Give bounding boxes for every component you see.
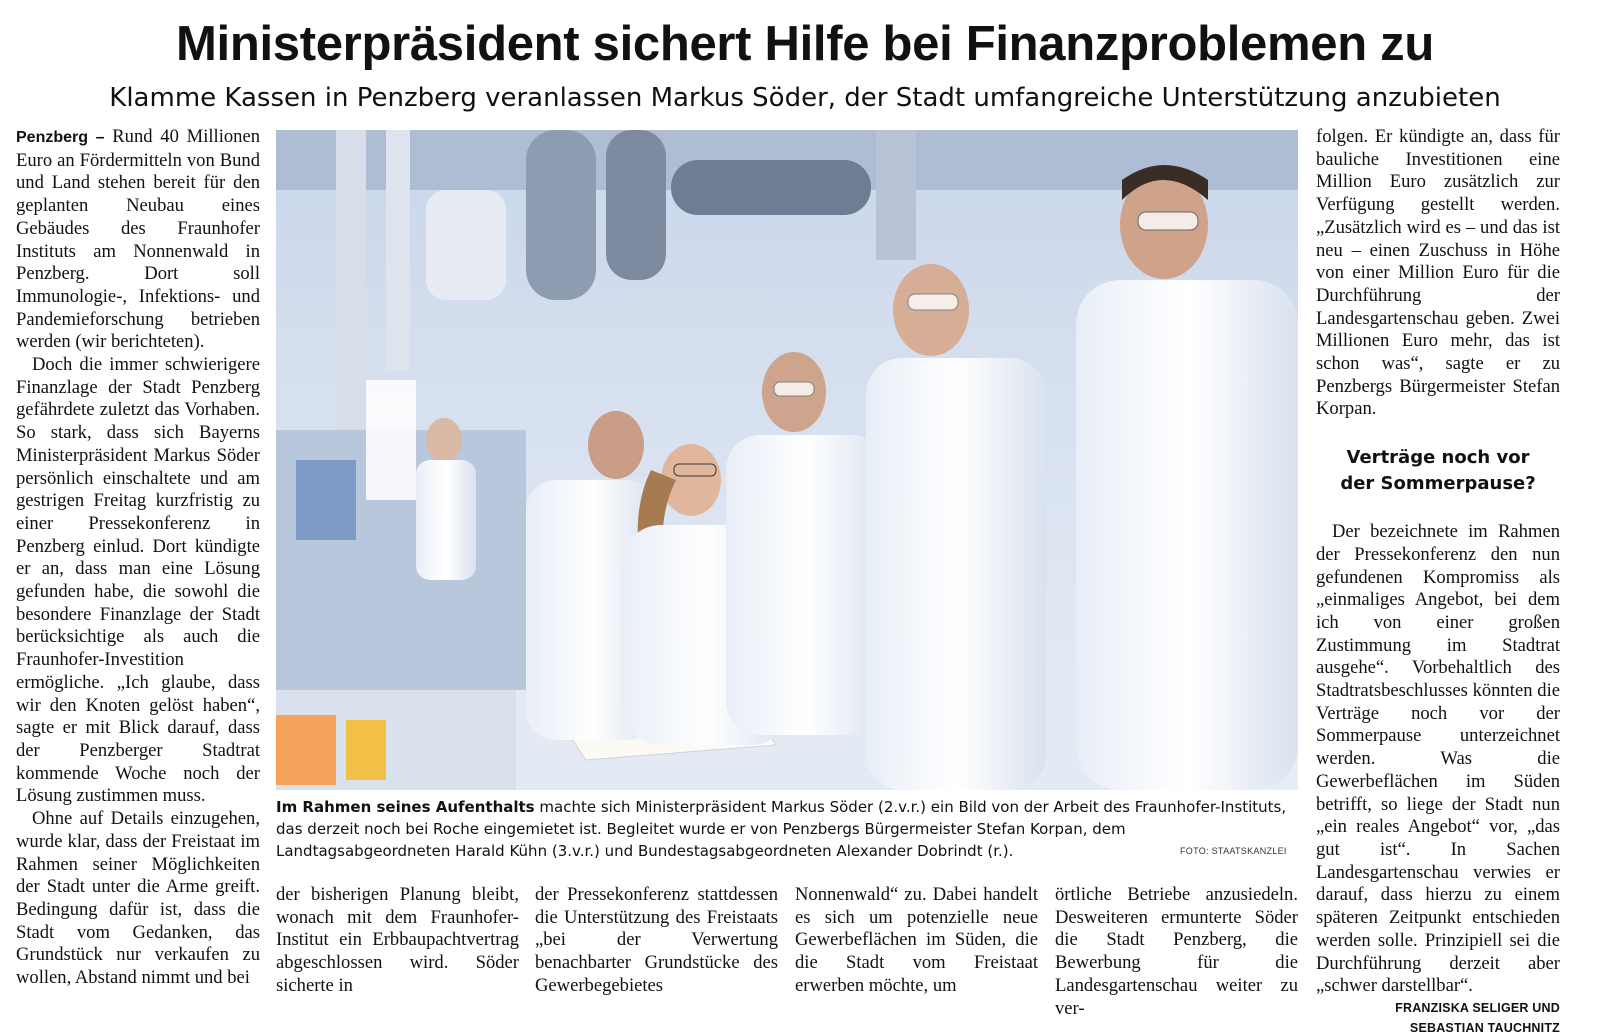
intertitle-line-1: Verträge noch vor	[1346, 447, 1530, 469]
paragraph-3: Ohne auf Details einzugehen, wurde klar, dass der Freistaat im Rahmen seiner Möglichkeiten der Stadt unter die Arme greift. Bedingung dafür ist, dass die Stadt vom Gedanken, das Grundstück nur verkaufen zu wollen, Abstand nimmt und bei	[16, 808, 260, 989]
intertitle-line-2: der Sommerpause?	[1340, 473, 1536, 495]
paragraph-1	[16, 126, 260, 354]
column-1	[16, 126, 260, 1032]
dateline: Penzberg –	[16, 129, 105, 146]
column-3-text: der Pressekonferenz stattdessen die Unterstützung des Freistaats „bei der Verwertung benachbarter Grundstücke des Gewerbegebietes	[535, 884, 778, 996]
column-4	[795, 884, 1038, 1030]
column-5-text: örtliche Betriebe anzusiedeln. Desweiteren ermunterte Söder die Stadt Penzberg, die Bewerbung für die Landesgartenschau weiter zu ver-	[1055, 884, 1298, 1019]
column-6-paragraph-2: Der bezeichnete im Rahmen der Pressekonferenz den nun gefundenen Kompromiss als „einmaliges Angebot, bei dem ich von einer großen Zustimmung im Stadtrat ausgehe“. Vorbehaltlich des Stadtratsbeschlusses könnten die Verträge noch vor der Sommerpause unterzeichnet werden. Was die Gewerbeflächen im Süden betrifft, so liege der Stadt nun „ein reales Angebot“ vor, „das gut ist“. In Sachen Landesgartenschau verwies er darauf, dass hierzu zu einem späteren Zeitpunkt entschieden werden solle. Prinzipiell sei die Durchführung derzeit aber „schwer darstellbar“.	[1316, 521, 1560, 997]
headline: Ministerpräsident sichert Hilfe bei Finanzproblemen zu	[175, 17, 1435, 71]
photo-credit: FOTO: STAATSKANZLEI	[1180, 846, 1287, 856]
column-4-text: Nonnenwald“ zu. Dabei handelt es sich um potenzielle neue Gewerbeflächen im Süden, die die Stadt vom Freistaat erwerben möchte, um	[795, 884, 1038, 996]
paragraph-2: Doch die immer schwierigere Finanzlage der Stadt Penzberg gefährdete zuletzt das Vorhaben. So stark, dass sich Bayerns Ministerpräsident Markus Söder persönlich einschaltete und am gestrigen Freitag kurzfristig zu einer Pressekonferenz in Penzberg einlud. Dort kündigte er an, dass man eine Lösung gefunden habe, die sowohl die besondere Finanzlage der Stadt berücksichtige als auch die Fraunhofer-Investition ermögliche. „Ich glaube, dass wir den Knoten gelöst haben“, sagte er mit Blick darauf, dass der Penzberger Stadtrat kommende Woche noch der Lösung zustimmen muss.	[16, 354, 260, 807]
intertitle	[1316, 445, 1560, 497]
column-2	[276, 884, 519, 1030]
author-line-1: FRANZISKA SELIGER UND	[1395, 1000, 1560, 1015]
author-line-2: SEBASTIAN TAUCHNITZ	[1409, 1020, 1560, 1032]
photo-caption	[276, 796, 1298, 862]
paragraph-1-text: Rund 40 Millionen Euro an Fördermitteln von Bund und Land stehen bereit für den geplanten Neubau eines Gebäudes des Fraunhofer Instituts am Nonnenwald in Penzberg. Dort soll Immunologie-, Infektions- und Pandemieforschung betrieben werden (wir berichteten).	[16, 126, 260, 353]
column-2-text: der bisherigen Planung bleibt, wonach mit dem Fraunhofer-Institut ein Erbbaupachtvertrag abgeschlossen wird. Söder sicherte in	[276, 884, 519, 996]
article-photo	[276, 130, 1298, 790]
column-3	[535, 884, 778, 1030]
column-5	[1055, 884, 1298, 1030]
subheadline: Klamme Kassen in Penzberg veranlassen Markus Söder, der Stadt umfangreiche Unterstützung anzubieten	[109, 83, 1501, 113]
lab-photo-illustration	[276, 130, 1298, 790]
column-6	[1316, 126, 1560, 1032]
caption-lead: Im Rahmen seines Aufenthalts	[276, 798, 535, 816]
column-6-paragraph-1: folgen. Er kündigte an, dass für bauliche Investitionen eine Million Euro zusätzlich zur Verfügung gestellt werden. „Zusätzlich wird es – und das ist neu – einen Zuschuss in Höhe von einer Million Euro für die Durchführung der Landesgartenschau geben. Zwei Millionen Euro mehr, das ist schon was“, sagte er zu Penzbergs Bürgermeister Stefan Korpan.	[1316, 126, 1560, 420]
caption-text: machte sich Ministerpräsident Markus Söder (2.v.r.) ein Bild von der Arbeit des Fraunhofer-Instituts, das derzeit noch bei Roche eingemietet ist. Begleitet wurde er von Penzbergs Bürgermeister Stefan Korpan, dem Landtagsabgeordneten Harald Kühn (3.v.r.) und Bundestagsabgeordneten Alexander Dobrindt (r.).	[276, 798, 1287, 860]
